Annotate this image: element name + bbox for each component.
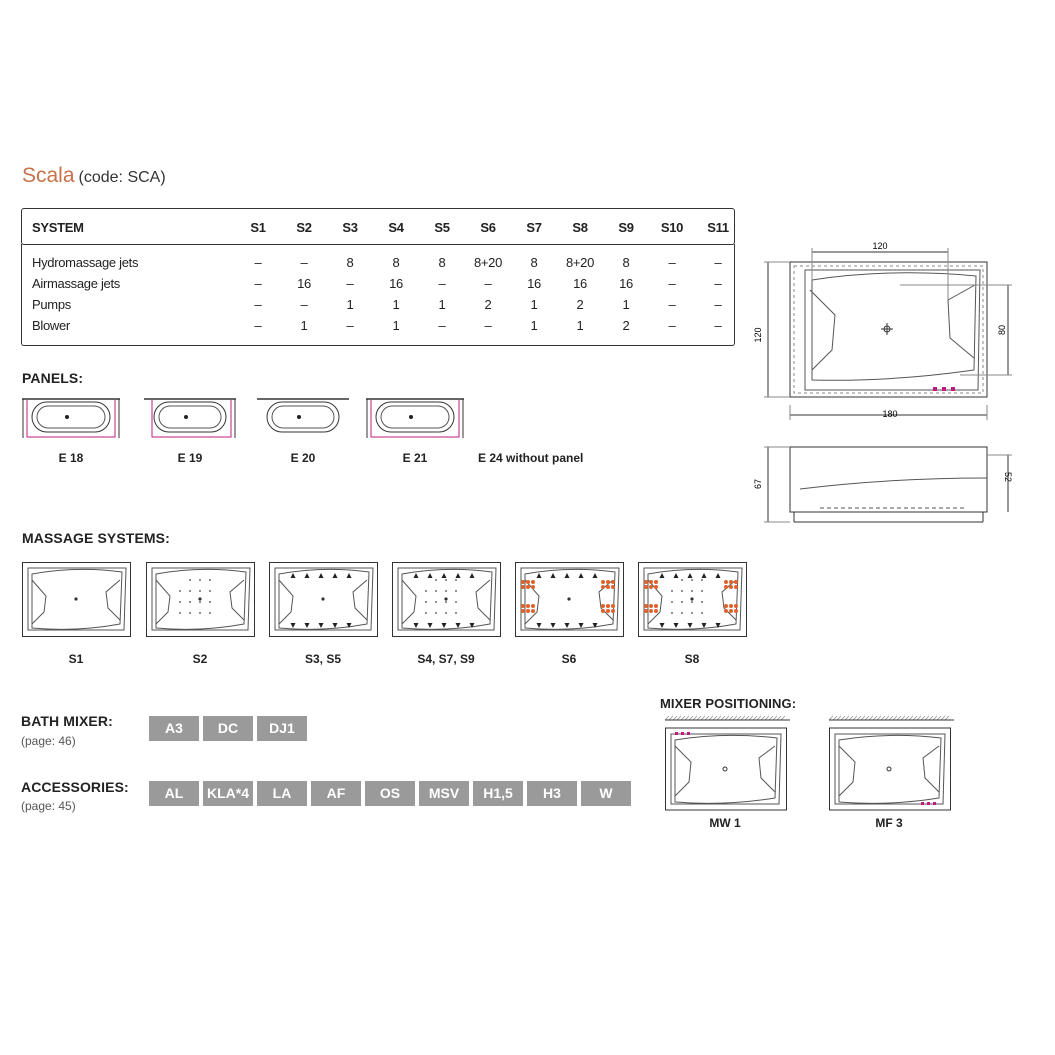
table-cell: –	[714, 276, 722, 291]
row-label: Airmassage jets	[32, 276, 120, 291]
accessory-option[interactable]: LA	[257, 781, 307, 806]
bath-mixer-page: (page: 46)	[21, 734, 76, 748]
mixer-position-label: MF 3	[875, 816, 903, 830]
technical-drawing	[750, 240, 1040, 540]
accessories-page: (page: 45)	[21, 799, 76, 813]
panel-drawing	[366, 396, 466, 441]
table-cell: 1	[392, 318, 400, 333]
mixer-position-drawing	[665, 716, 790, 812]
dim-length: 180	[882, 409, 898, 419]
product-code: (code: SCA)	[78, 169, 166, 186]
table-cell: 2	[484, 297, 492, 312]
tub-side-view	[790, 447, 987, 512]
massage-system-drawing	[146, 562, 255, 637]
table-cell: –	[346, 318, 354, 333]
table-cell: 1	[300, 318, 308, 333]
dim-inner-width: 120	[872, 241, 888, 251]
column-header: S5	[434, 220, 450, 235]
mixer-position-label: MW 1	[709, 816, 741, 830]
table-cell: –	[484, 318, 492, 333]
table-cell: 1	[576, 318, 584, 333]
accessory-option[interactable]: H3	[527, 781, 577, 806]
column-header: S10	[660, 220, 684, 235]
panels-heading: PANELS:	[22, 370, 84, 386]
table-cell: 1	[622, 297, 630, 312]
panel-note: E 24 without panel	[478, 451, 584, 465]
massage-heading: MASSAGE SYSTEMS:	[22, 530, 170, 546]
product-name: Scala	[22, 164, 75, 187]
table-cell: 16	[389, 276, 403, 291]
column-header: S6	[480, 220, 496, 235]
table-cell: –	[484, 276, 492, 291]
table-cell: 1	[346, 297, 354, 312]
column-header: S4	[388, 220, 404, 235]
accessory-option[interactable]: W	[581, 781, 631, 806]
column-header: S9	[618, 220, 634, 235]
table-cell: 16	[297, 276, 311, 291]
panel-drawing	[257, 396, 351, 441]
dim-side-height: 52	[1003, 471, 1013, 483]
panel-drawing	[144, 396, 238, 441]
massage-system-label: S4, S7, S9	[417, 652, 475, 666]
table-cell: 16	[527, 276, 541, 291]
table-cell: –	[714, 318, 722, 333]
column-header: S8	[572, 220, 588, 235]
massage-system-drawing	[515, 562, 624, 637]
table-cell: 2	[622, 318, 630, 333]
column-header: S2	[296, 220, 312, 235]
accessory-option[interactable]: H1,5	[473, 781, 523, 806]
massage-system-drawing	[22, 562, 131, 637]
dim-total-height: 67	[753, 478, 763, 490]
row-label: Pumps	[32, 297, 71, 312]
dim-inner-height: 80	[997, 324, 1007, 336]
table-cell: 8	[346, 255, 354, 270]
table-cell: 1	[392, 297, 400, 312]
table-cell: 1	[438, 297, 446, 312]
table-cell: 2	[576, 297, 584, 312]
bath-mixer-heading: BATH MIXER:	[21, 713, 113, 729]
table-cell: 8	[622, 255, 630, 270]
panel-label: E 18	[58, 451, 84, 465]
table-cell: 16	[573, 276, 587, 291]
column-header: S11	[707, 220, 729, 235]
table-cell: –	[254, 318, 262, 333]
row-label: Blower	[32, 318, 70, 333]
page-title	[22, 164, 166, 188]
massage-system-drawing	[269, 562, 378, 637]
table-cell: –	[668, 318, 676, 333]
spec-table-body	[21, 244, 735, 346]
bath-mixer-option[interactable]: DC	[203, 716, 253, 741]
accessory-option[interactable]: AL	[149, 781, 199, 806]
table-cell: –	[714, 297, 722, 312]
table-cell: –	[438, 318, 446, 333]
massage-system-label: S1	[68, 652, 84, 666]
massage-system-label: S6	[561, 652, 577, 666]
table-cell: –	[254, 297, 262, 312]
table-cell: 8	[530, 255, 538, 270]
table-cell: –	[254, 255, 262, 270]
table-cell: –	[668, 276, 676, 291]
mixer-dots	[933, 387, 955, 391]
table-cell: 1	[530, 297, 538, 312]
table-cell: 1	[530, 318, 538, 333]
table-cell: –	[346, 276, 354, 291]
massage-system-label: S8	[684, 652, 700, 666]
bath-mixer-option[interactable]: A3	[149, 716, 199, 741]
table-cell: –	[438, 276, 446, 291]
table-cell: –	[714, 255, 722, 270]
table-cell: 8+20	[565, 255, 595, 270]
system-header: SYSTEM	[32, 220, 84, 235]
table-cell: 8	[438, 255, 446, 270]
accessory-option[interactable]: MSV	[419, 781, 469, 806]
accessory-option[interactable]: KLA*4	[203, 781, 253, 806]
massage-system-drawing	[392, 562, 501, 637]
panel-label: E 20	[290, 451, 316, 465]
table-cell: –	[254, 276, 262, 291]
column-header: S1	[250, 220, 266, 235]
table-cell: 8+20	[473, 255, 503, 270]
table-cell: –	[300, 255, 308, 270]
accessory-option[interactable]: OS	[365, 781, 415, 806]
panel-drawing	[22, 396, 122, 441]
mixer-position-drawing	[829, 716, 954, 812]
mixer-positioning-heading: MIXER POSITIONING:	[660, 696, 797, 711]
table-cell: 8	[392, 255, 400, 270]
spec-table-header	[21, 208, 735, 245]
panel-label: E 21	[402, 451, 428, 465]
massage-system-drawing	[638, 562, 747, 637]
table-cell: 16	[619, 276, 633, 291]
table-cell: –	[668, 297, 676, 312]
table-cell: –	[668, 255, 676, 270]
column-header: S3	[342, 220, 358, 235]
dim-height: 120	[753, 327, 763, 343]
accessory-option[interactable]: AF	[311, 781, 361, 806]
massage-system-label: S3, S5	[304, 652, 342, 666]
bath-mixer-option[interactable]: DJ1	[257, 716, 307, 741]
panel-label: E 19	[177, 451, 203, 465]
row-label: Hydromassage jets	[32, 255, 139, 270]
accessories-heading: ACCESSORIES:	[21, 779, 129, 795]
table-cell: –	[300, 297, 308, 312]
massage-system-label: S2	[192, 652, 208, 666]
column-header: S7	[526, 220, 542, 235]
